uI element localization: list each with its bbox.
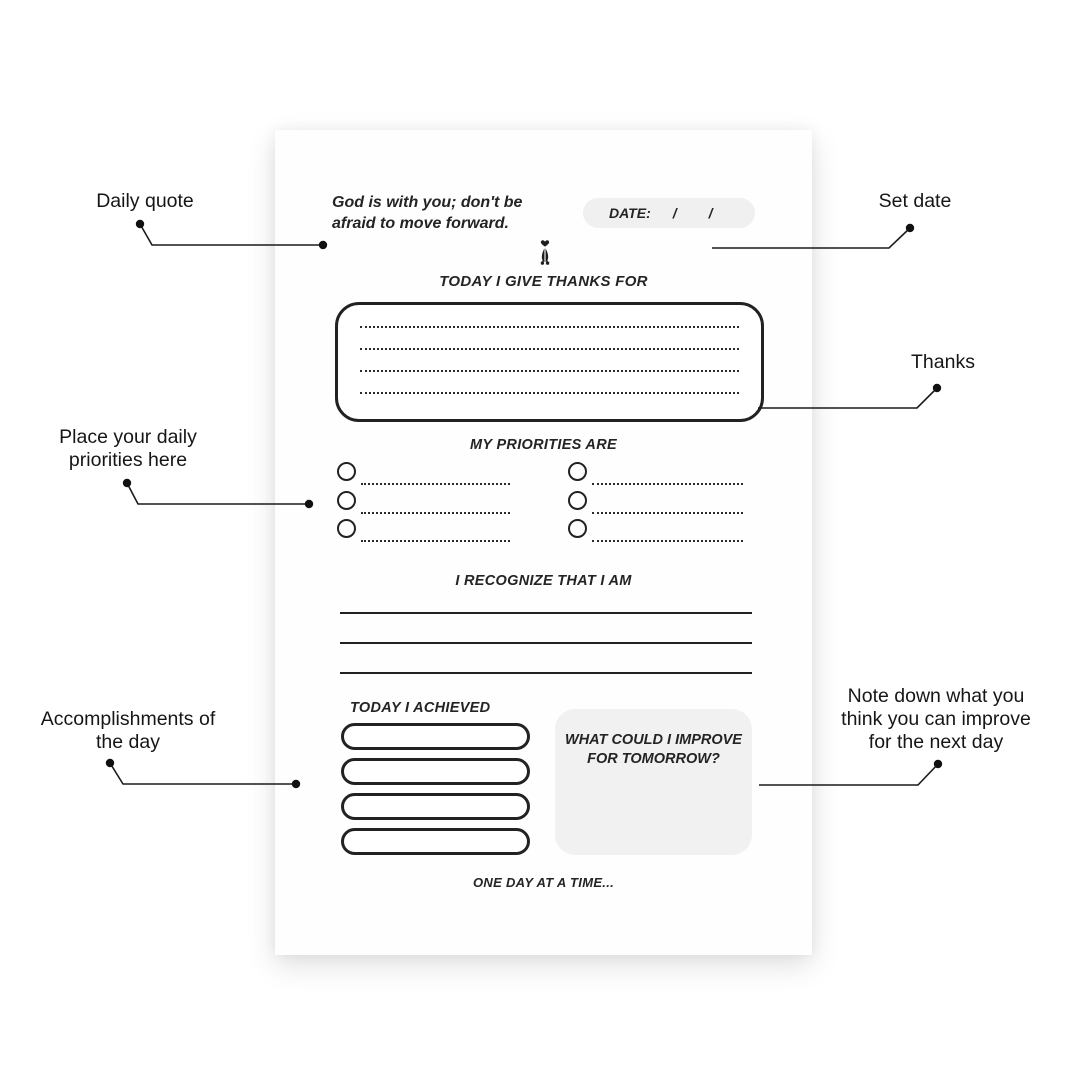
priorities-column-left [337, 462, 510, 548]
priority-row[interactable] [568, 462, 743, 482]
thanks-writing-line[interactable] [360, 392, 739, 394]
connector-achievements [106, 759, 300, 788]
date-label: DATE: [609, 205, 651, 221]
date-slash: / [708, 205, 713, 221]
annotation-daily-quote: Daily quote [96, 190, 194, 212]
footer-motto: ONE DAY AT A TIME... [472, 875, 615, 890]
daily-quote-text: God is with you; don't be afraid to move forward. [332, 194, 523, 232]
priority-row[interactable] [568, 519, 743, 539]
achieved-section-title: TODAY I ACHIEVED [350, 700, 491, 716]
journal-page [275, 130, 812, 955]
priority-row[interactable] [568, 491, 743, 511]
praying-hands-heart-icon [532, 236, 558, 269]
priority-writing-line[interactable] [361, 483, 510, 485]
achievement-input-pill[interactable] [341, 828, 530, 855]
recognize-section-title: I RECOGNIZE THAT I AM [455, 573, 632, 589]
recognize-writing-line[interactable] [340, 612, 752, 614]
achievement-input-pill[interactable] [341, 723, 530, 750]
priority-writing-line[interactable] [592, 483, 743, 485]
priority-writing-line[interactable] [361, 540, 510, 542]
annotation-achievements: Accomplishments of the day [40, 708, 216, 753]
annotation-set-date: Set date [878, 190, 952, 212]
priorities-section-title: MY PRIORITIES ARE [470, 437, 617, 453]
priority-checkbox[interactable] [337, 491, 356, 510]
thanks-writing-line[interactable] [360, 326, 739, 328]
priority-writing-line[interactable] [361, 512, 510, 514]
recognize-writing-line[interactable] [340, 672, 752, 674]
improve-section-title: WHAT COULD I IMPROVE FOR TOMORROW? [565, 732, 742, 767]
date-slash: / [672, 205, 677, 221]
date-field[interactable] [583, 198, 755, 228]
thanks-writing-line[interactable] [360, 370, 739, 372]
priority-checkbox[interactable] [568, 491, 587, 510]
thanks-input-box[interactable] [335, 302, 764, 422]
priority-row[interactable] [337, 462, 510, 482]
priority-checkbox[interactable] [337, 519, 356, 538]
priority-checkbox[interactable] [337, 462, 356, 481]
priority-checkbox[interactable] [568, 519, 587, 538]
thanks-section-title: TODAY I GIVE THANKS FOR [439, 273, 648, 290]
priority-row[interactable] [337, 491, 510, 511]
priority-checkbox[interactable] [568, 462, 587, 481]
priority-writing-line[interactable] [592, 540, 743, 542]
annotation-thanks: Thanks [911, 351, 975, 373]
achievement-input-pill[interactable] [341, 793, 530, 820]
recognize-writing-line[interactable] [340, 642, 752, 644]
annotation-priorities: Place your daily priorities here [59, 426, 197, 471]
improve-input-box[interactable] [555, 709, 752, 855]
achievement-input-pill[interactable] [341, 758, 530, 785]
priorities-column-right [568, 462, 743, 548]
annotation-improve: Note down what you think you can improve for the next day [841, 685, 1031, 753]
priority-row[interactable] [337, 519, 510, 539]
thanks-writing-line[interactable] [360, 348, 739, 350]
priority-writing-line[interactable] [592, 512, 743, 514]
